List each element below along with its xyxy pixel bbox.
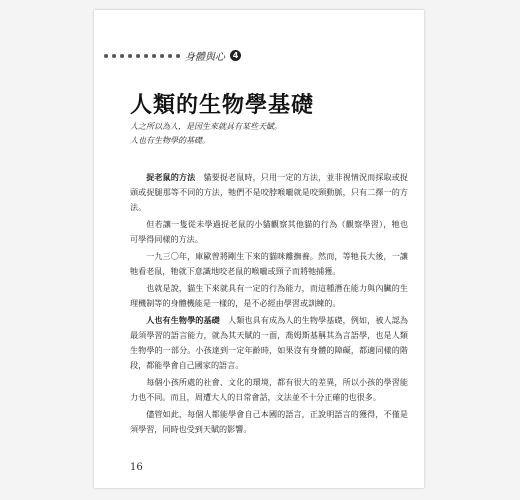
paragraph <box>130 313 408 373</box>
body-text <box>130 170 408 439</box>
paragraph <box>130 249 408 279</box>
book-page <box>94 10 424 488</box>
running-title: 身體與心 <box>185 52 225 63</box>
header-dot <box>152 54 156 58</box>
paragraph-text: 儘管如此，每個人都能學會自己本國的語言，正說明語言的獲得，不僅是須學習，同時也受到天賦的影響。 <box>130 409 408 434</box>
paragraph <box>130 170 408 215</box>
header-dot <box>120 54 124 58</box>
paragraph <box>130 375 408 405</box>
paragraph-subhead: 人也有生物學的基礎 <box>146 315 220 325</box>
paragraph-text: 但若讓一隻從未學過捉老鼠的小貓觀察其他貓的行為（觀察學習），牠也可學得同樣的方法。 <box>130 219 408 244</box>
header-dot <box>104 54 108 58</box>
header-dot <box>136 54 140 58</box>
page-number: 16 <box>130 462 143 473</box>
paragraph-text: 貓要捉老鼠時，只用一定的方法，並非視情況而採取或捉頭或捉腿那等不同的方法，牠們不是咬脖喉嚨就是咬頸動脈，只有二擇一的方法。 <box>130 172 408 212</box>
header-dot <box>128 54 132 58</box>
paragraph-text: 每個小孩所處的社會、文化的環境，都有很大的差異，所以小孩的學習能力也不同。而且，周遭大人的日常會話，文法並不十分正確的也很多。 <box>130 377 408 402</box>
paragraph <box>130 217 408 247</box>
running-header <box>104 48 241 63</box>
intro-line: 人也有生物學的基礎。 <box>130 136 210 145</box>
paragraph-subhead: 捉老鼠的方法 <box>146 172 196 182</box>
chapter-number-badge: 4 <box>230 50 241 61</box>
section-intro <box>130 120 400 148</box>
header-dot <box>144 54 148 58</box>
section-title: 人類的生物學基礎 <box>130 93 315 118</box>
paragraph <box>130 407 408 437</box>
header-dot <box>168 54 172 58</box>
header-dot <box>112 54 116 58</box>
paragraph <box>130 281 408 311</box>
header-dots <box>104 54 180 58</box>
paragraph-text: 一九三〇年，庫歐曾將剛生下來的貓咪離撫養。然而，等牠長大後，一讓牠看老鼠，牠就下意識地咬老鼠的喉嚨或頸子而將牠捕獲。 <box>130 251 408 276</box>
header-dot <box>160 54 164 58</box>
paragraph-text: 也就是說，貓生下來就具有一定的行為能力，而這種潛在能力與內臟的生理機制等的身體機能是一樣的，是不必經由學習或訓練的。 <box>130 283 408 308</box>
paragraph-text: 人類也具有成為人的生物學基礎，例如，被人認為最須學習的語言能力，就為其天賦的一面，喬姆斯基稱其為言語學，也是人類生物學的一部分。小孩達到一定年齡時，如果沒有身體的障礙，都適同樣的階段，都能學會自己國家的語言。 <box>130 315 408 370</box>
intro-line: 人之所以為人，是因生來就具有某些天賦。 <box>130 122 282 131</box>
header-dot <box>176 54 180 58</box>
